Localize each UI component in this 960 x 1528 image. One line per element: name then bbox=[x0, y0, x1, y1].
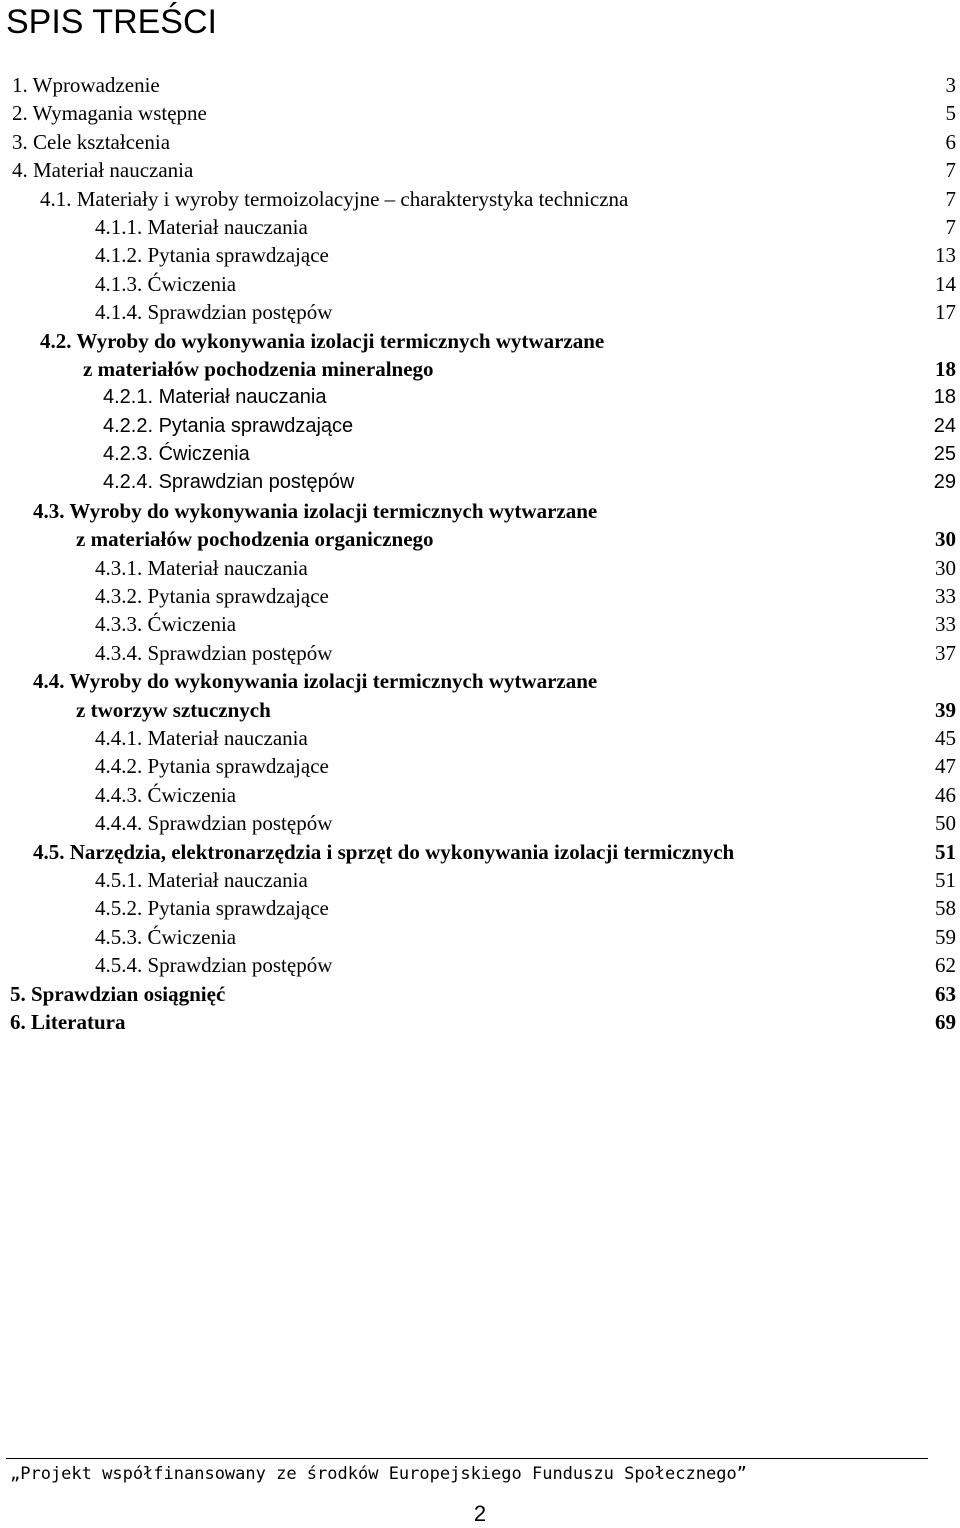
toc-entry-label: z materiałów pochodzenia organicznego bbox=[76, 527, 434, 552]
toc-entry-label: 5. Sprawdzian osiągnięć bbox=[10, 981, 226, 1006]
toc-entry[interactable] bbox=[0, 582, 960, 610]
toc-entry-label: 4.2. Wyroby do wykonywania izolacji termicznych wytwarzane bbox=[40, 328, 605, 353]
toc-entry-page: 24 bbox=[933, 414, 956, 437]
toc-entry-label: 4.5.1. Materiał nauczania bbox=[95, 867, 308, 892]
toc-entry[interactable] bbox=[0, 298, 960, 326]
toc-entry-page: 3 bbox=[945, 73, 956, 97]
toc-entry-label: 4.1.2. Pytania sprawdzające bbox=[95, 243, 329, 268]
toc-entry-page: 45 bbox=[935, 725, 956, 750]
toc-entry-label: 4.1. Materiały i wyroby termoizolacyjne – charakterystyka techniczna bbox=[40, 186, 629, 211]
toc-entry[interactable] bbox=[0, 610, 960, 638]
toc-entry[interactable] bbox=[0, 923, 960, 951]
toc-entry-page: 18 bbox=[933, 386, 956, 409]
toc-entry[interactable] bbox=[0, 696, 960, 724]
toc-entry[interactable] bbox=[0, 99, 960, 127]
toc-entry[interactable] bbox=[0, 185, 960, 213]
toc-entry[interactable] bbox=[0, 213, 960, 241]
toc-entry[interactable] bbox=[0, 639, 960, 667]
toc-entry-page: 39 bbox=[935, 697, 956, 722]
toc-entry-page: 17 bbox=[935, 300, 956, 325]
toc-entry[interactable] bbox=[0, 327, 960, 355]
toc-entry-page: 37 bbox=[935, 640, 956, 665]
table-of-contents bbox=[0, 71, 960, 1036]
toc-entry-page: 13 bbox=[935, 243, 956, 268]
toc-entry[interactable] bbox=[0, 525, 960, 553]
toc-entry-page: 25 bbox=[933, 443, 956, 466]
toc-entry[interactable] bbox=[0, 468, 960, 496]
toc-entry-page: 63 bbox=[935, 981, 956, 1006]
toc-entry[interactable] bbox=[0, 156, 960, 184]
toc-entry[interactable] bbox=[0, 667, 960, 695]
toc-entry-label: 4.2.1. Materiał nauczania bbox=[103, 386, 327, 409]
toc-entry[interactable] bbox=[0, 1008, 960, 1036]
toc-entry-label: 4.3.2. Pytania sprawdzające bbox=[95, 584, 329, 609]
toc-entry-page: 18 bbox=[935, 356, 956, 381]
toc-entry-page: 58 bbox=[935, 896, 956, 921]
toc-entry-page: 69 bbox=[935, 1009, 956, 1034]
toc-entry-page: 59 bbox=[935, 924, 956, 949]
toc-entry[interactable] bbox=[0, 781, 960, 809]
toc-entry-label: 4.4.4. Sprawdzian postępów bbox=[95, 811, 333, 836]
toc-entry-page: 14 bbox=[935, 271, 956, 296]
page-number: 2 bbox=[473, 1501, 487, 1526]
toc-entry[interactable] bbox=[0, 554, 960, 582]
toc-entry-page: 5 bbox=[945, 101, 956, 126]
toc-entry-label: 4.1.4. Sprawdzian postępów bbox=[95, 300, 333, 325]
toc-entry-page: 62 bbox=[935, 953, 956, 978]
toc-entry-page: 7 bbox=[945, 186, 956, 211]
toc-entry-page: 7 bbox=[945, 214, 956, 239]
toc-entry-label: 4.3.1. Materiał nauczania bbox=[95, 555, 308, 580]
toc-entry-label: 4.4.1. Materiał nauczania bbox=[95, 725, 308, 750]
toc-entry-label: z materiałów pochodzenia mineralnego bbox=[83, 356, 434, 381]
toc-entry-label: 3. Cele kształcenia bbox=[12, 129, 171, 154]
toc-entry-label: 4.2.4. Sprawdzian postępów bbox=[103, 471, 355, 494]
toc-entry-label: 4.5.2. Pytania sprawdzające bbox=[95, 896, 329, 921]
toc-entry-label: 4.3. Wyroby do wykonywania izolacji termicznych wytwarzane bbox=[33, 498, 598, 523]
toc-entry-label: 4.5.3. Ćwiczenia bbox=[95, 924, 237, 949]
toc-entry-page: 33 bbox=[935, 612, 956, 637]
toc-entry[interactable] bbox=[0, 128, 960, 156]
toc-entry-label: 4.4.2. Pytania sprawdzające bbox=[95, 754, 329, 779]
toc-entry[interactable] bbox=[0, 894, 960, 922]
toc-entry-page: 6 bbox=[945, 129, 956, 154]
toc-entry[interactable] bbox=[0, 838, 960, 866]
page-title: SPIS TREŚCI bbox=[6, 3, 217, 41]
toc-entry[interactable] bbox=[0, 752, 960, 780]
toc-entry-label: 4.4. Wyroby do wykonywania izolacji termicznych wytwarzane bbox=[33, 669, 598, 694]
toc-entry[interactable] bbox=[0, 724, 960, 752]
toc-entry-label: 2. Wymagania wstępne bbox=[12, 101, 207, 126]
toc-entry-label: 4.5.4. Sprawdzian postępów bbox=[95, 953, 333, 978]
footer-text: „Projekt współfinansowany ze środków Europejskiego Funduszu Społecznego” bbox=[10, 1464, 747, 1484]
toc-entry-page: 50 bbox=[935, 811, 956, 836]
toc-entry-page: 30 bbox=[935, 527, 956, 552]
toc-entry-label: 4.3.4. Sprawdzian postępów bbox=[95, 640, 333, 665]
toc-entry-page: 46 bbox=[935, 782, 956, 807]
toc-entry[interactable] bbox=[0, 270, 960, 298]
toc-entry-page: 51 bbox=[935, 839, 956, 864]
toc-entry[interactable] bbox=[0, 412, 960, 440]
toc-entry-page: 33 bbox=[935, 584, 956, 609]
toc-entry[interactable] bbox=[0, 241, 960, 269]
toc-entry[interactable] bbox=[0, 383, 960, 411]
toc-entry-label: 4.2.3. Ćwiczenia bbox=[103, 443, 250, 466]
toc-entry-page: 30 bbox=[935, 555, 956, 580]
toc-entry[interactable] bbox=[0, 809, 960, 837]
footer-divider bbox=[6, 1458, 928, 1459]
toc-entry-label: 6. Literatura bbox=[10, 1009, 126, 1034]
toc-entry-page: 29 bbox=[933, 471, 956, 494]
toc-entry[interactable] bbox=[0, 440, 960, 468]
toc-entry[interactable] bbox=[0, 980, 960, 1008]
toc-entry-page: 7 bbox=[945, 158, 956, 183]
toc-entry[interactable] bbox=[0, 951, 960, 979]
toc-entry[interactable] bbox=[0, 497, 960, 525]
toc-entry-label: z tworzyw sztucznych bbox=[76, 697, 271, 722]
toc-entry-label: 4.1.3. Ćwiczenia bbox=[95, 271, 237, 296]
toc-entry-label: 1. Wprowadzenie bbox=[12, 73, 160, 97]
toc-entry-page: 47 bbox=[935, 754, 956, 779]
toc-entry-label: 4.2.2. Pytania sprawdzające bbox=[103, 414, 354, 437]
toc-entry-label: 4.3.3. Ćwiczenia bbox=[95, 612, 237, 637]
toc-entry-label: 4.4.3. Ćwiczenia bbox=[95, 782, 237, 807]
toc-entry-label: 4.1.1. Materiał nauczania bbox=[95, 214, 308, 239]
toc-entry[interactable] bbox=[0, 355, 960, 383]
toc-entry-label: 4. Materiał nauczania bbox=[12, 158, 194, 183]
toc-entry[interactable] bbox=[0, 71, 960, 99]
toc-entry[interactable] bbox=[0, 866, 960, 894]
toc-entry-page: 51 bbox=[935, 867, 956, 892]
toc-entry-label: 4.5. Narzędzia, elektronarzędzia i sprzęt do wykonywania izolacji termicznych bbox=[33, 839, 735, 864]
